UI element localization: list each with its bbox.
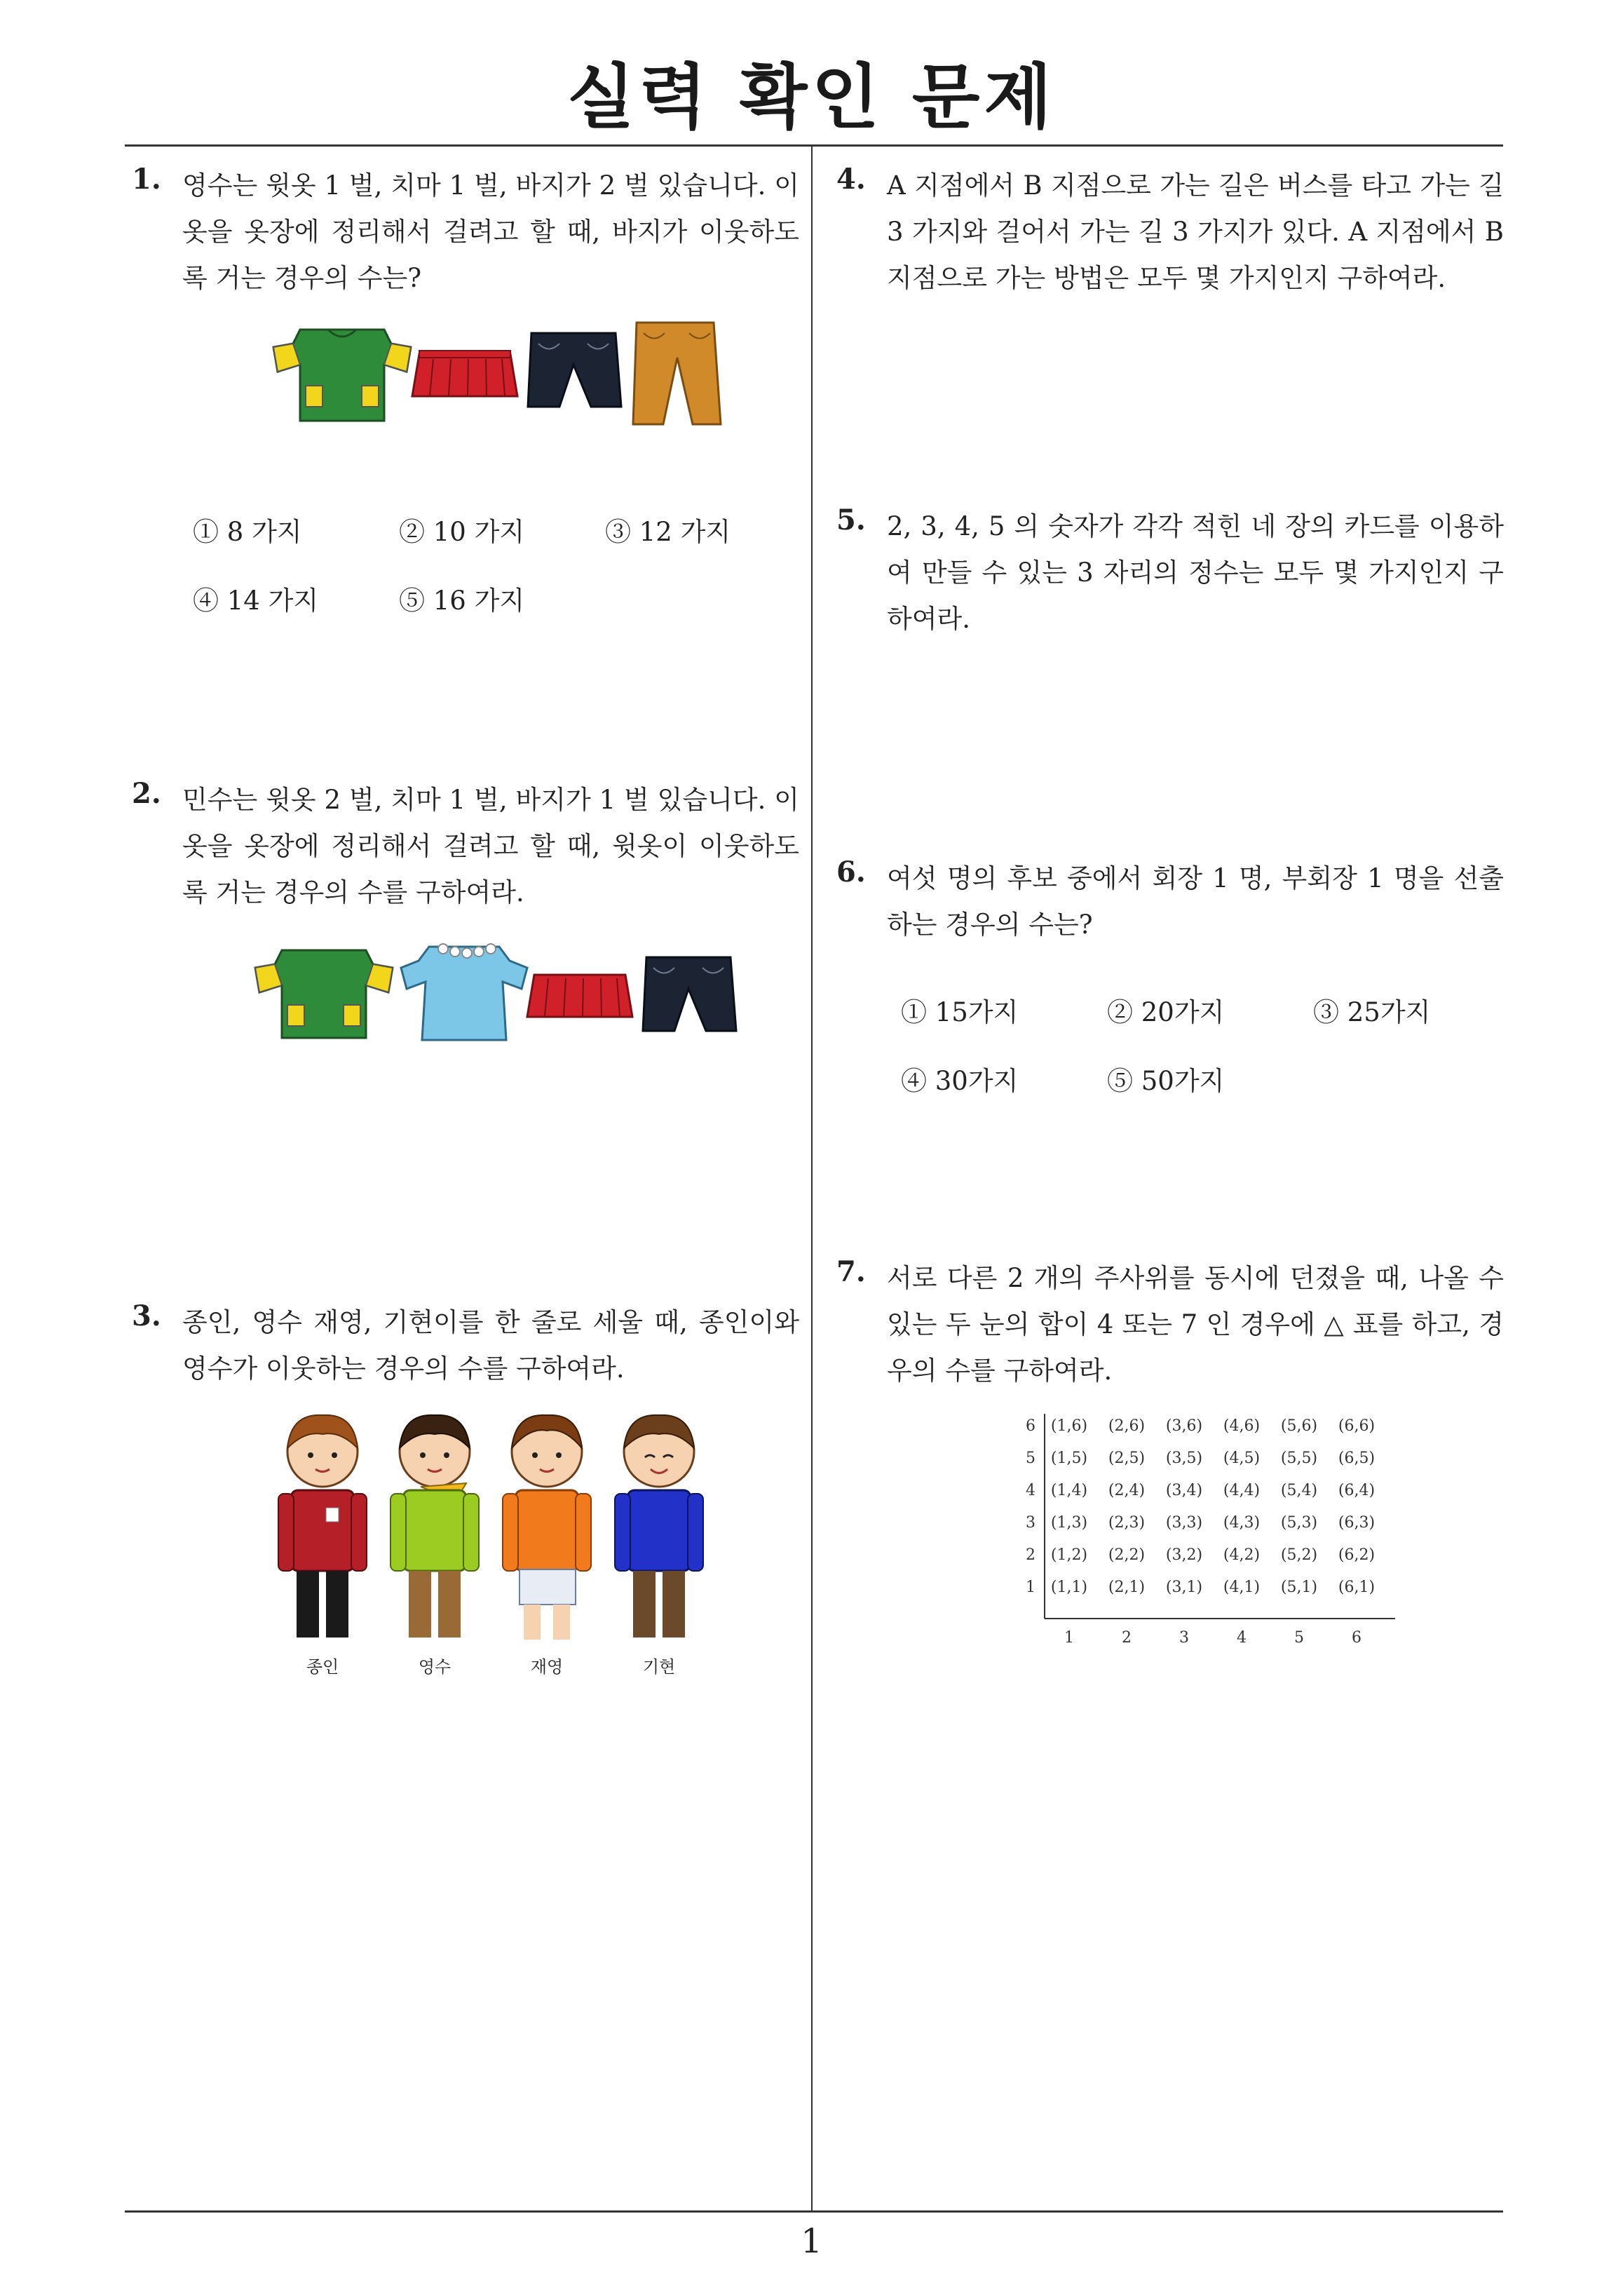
question-text: A 지점에서 B 지점으로 가는 길은 버스를 타고 가는 길 3 가지와 걸어서 가는 길 3 가지가 있다. A 지점에서 B 지점으로 가는 방법은 모두 몇 가지인지 구하여라. [887, 170, 1504, 293]
dice-outcome-cell[interactable]: (2,6) [1108, 1417, 1146, 1435]
dice-outcome-cell[interactable]: (1,2) [1050, 1546, 1088, 1564]
y-tick-label: 3 [1026, 1514, 1035, 1532]
option-3[interactable]: ③ 25가지 [1313, 997, 1431, 1027]
x-tick-label: 1 [1064, 1629, 1074, 1647]
question-text: 서로 다른 2 개의 주사위를 동시에 던졌을 때, 나올 수 있는 두 눈의 합이 4 또는 7 인 경우에 △ 표를 하고, 경우의 수를 구하여라. [887, 1263, 1504, 1386]
dice-outcome-cell[interactable]: (1,3) [1050, 1514, 1088, 1532]
dice-outcome-cell[interactable]: (5,4) [1280, 1482, 1318, 1499]
dice-outcome-cell[interactable]: (2,3) [1108, 1514, 1146, 1532]
option-5[interactable]: ⑤ 50가지 [1107, 1066, 1225, 1096]
clothes-figure-1 [272, 316, 735, 435]
option-3[interactable]: ③ 12 가지 [605, 517, 731, 547]
kids-figure [263, 1403, 726, 1690]
kid-illustration-3 [503, 1415, 591, 1640]
dice-outcome-cell[interactable]: (4,5) [1223, 1450, 1261, 1467]
dice-outcome-cell[interactable]: (5,3) [1280, 1514, 1318, 1532]
kid-illustration-2 [391, 1415, 479, 1637]
dice-outcome-cell[interactable]: (5,6) [1280, 1417, 1318, 1435]
kid-label-3: 재영 [530, 1657, 564, 1677]
red-skirt-illustration [412, 351, 517, 396]
x-tick-label: 3 [1179, 1629, 1189, 1647]
red-skirt-illustration [527, 975, 632, 1017]
kid-illustration-4 [615, 1415, 703, 1637]
dice-outcome-table [982, 1410, 1402, 1648]
option-2[interactable]: ② 10 가지 [399, 517, 525, 547]
dice-outcome-cell[interactable]: (3,2) [1165, 1546, 1203, 1564]
option-4[interactable]: ④ 30가지 [901, 1066, 1019, 1096]
question-number: 1. [132, 163, 161, 196]
dice-outcome-cell[interactable]: (2,4) [1108, 1482, 1146, 1499]
question-number: 3. [132, 1299, 161, 1332]
dice-outcome-cell[interactable]: (3,3) [1165, 1514, 1203, 1532]
dice-outcome-cell[interactable]: (2,5) [1108, 1450, 1146, 1467]
y-tick-label: 6 [1026, 1417, 1035, 1435]
dice-outcome-cell[interactable]: (6,4) [1338, 1482, 1376, 1499]
dice-outcome-cell[interactable]: (6,6) [1338, 1417, 1376, 1435]
dice-outcome-cell[interactable]: (4,4) [1223, 1482, 1261, 1499]
x-tick-label: 2 [1122, 1629, 1132, 1647]
page-title: 실력 확인 문제 [566, 56, 1057, 138]
dice-outcome-cell[interactable]: (6,3) [1338, 1514, 1376, 1532]
dice-outcome-cell[interactable]: (4,3) [1223, 1514, 1261, 1532]
question-1-options [193, 511, 796, 616]
y-tick-label: 4 [1026, 1482, 1035, 1499]
question-text: 여섯 명의 후보 중에서 회장 1 명, 부회장 1 명을 선출하는 경우의 수는? [887, 863, 1504, 940]
question-number: 5. [836, 504, 866, 536]
navy-pants-illustration [643, 957, 736, 1031]
question-number: 6. [836, 856, 866, 889]
top-rule [125, 144, 1503, 147]
question-text: 영수는 윗옷 1 벌, 치마 1 벌, 바지가 2 벌 있습니다. 이 옷을 옷장에 정리해서 걸려고 할 때, 바지가 이웃하도록 거는 경우의 수는? [182, 170, 799, 293]
option-1[interactable]: ① 15가지 [901, 997, 1019, 1027]
dice-outcome-cell[interactable]: (4,1) [1223, 1579, 1261, 1596]
clothes-figure-2 [254, 936, 745, 1048]
dice-outcome-cell[interactable]: (2,1) [1108, 1579, 1146, 1596]
dice-outcome-cell[interactable]: (6,2) [1338, 1546, 1376, 1564]
dice-outcome-cell[interactable]: (1,5) [1050, 1450, 1088, 1467]
x-tick-label: 4 [1237, 1629, 1247, 1647]
kid-label-4: 기현 [642, 1657, 676, 1677]
green-shirt-illustration [273, 330, 411, 421]
dice-outcome-cell[interactable]: (6,5) [1338, 1450, 1376, 1467]
kid-label-2: 영수 [418, 1657, 451, 1677]
question-text: 종인, 영수 재영, 기현이를 한 줄로 세울 때, 종인이와 영수가 이웃하는 경우의 수를 구하여라. [182, 1307, 799, 1384]
x-tick-label: 5 [1294, 1629, 1304, 1647]
y-tick-label: 5 [1026, 1450, 1035, 1467]
navy-pants-illustration [528, 333, 621, 407]
option-1[interactable]: ① 8 가지 [193, 517, 302, 547]
dice-outcome-cell[interactable]: (5,2) [1280, 1546, 1318, 1564]
option-5[interactable]: ⑤ 16 가지 [399, 586, 525, 616]
kid-illustration-1 [278, 1415, 367, 1637]
dice-outcome-cell[interactable]: (5,1) [1280, 1579, 1318, 1596]
dice-outcome-cell[interactable]: (3,6) [1165, 1417, 1203, 1435]
question-number: 4. [836, 163, 866, 196]
dice-outcome-cell[interactable]: (1,4) [1050, 1482, 1088, 1499]
bottom-rule [125, 2210, 1503, 2213]
dice-outcome-cell[interactable]: (4,6) [1223, 1417, 1261, 1435]
dice-outcome-cell[interactable]: (1,1) [1050, 1579, 1088, 1596]
question-number: 7. [836, 1255, 866, 1288]
column-divider [811, 144, 813, 2212]
dice-outcome-cell[interactable]: (5,5) [1280, 1450, 1318, 1467]
question-number: 2. [132, 777, 161, 810]
dice-outcome-cell[interactable]: (1,6) [1050, 1417, 1088, 1435]
dice-outcome-cell[interactable]: (3,1) [1165, 1579, 1203, 1596]
dice-outcome-cell[interactable]: (3,5) [1165, 1450, 1203, 1467]
y-tick-label: 2 [1026, 1546, 1035, 1564]
dice-outcome-cell[interactable]: (4,2) [1223, 1546, 1261, 1564]
kid-label-1: 종인 [306, 1657, 339, 1677]
option-4[interactable]: ④ 14 가지 [193, 586, 319, 616]
x-tick-label: 6 [1352, 1629, 1361, 1647]
blue-blouse-illustration [401, 944, 527, 1040]
question-text: 민수는 윗옷 2 벌, 치마 1 벌, 바지가 1 벌 있습니다. 이 옷을 옷장에 정리해서 걸려고 할 때, 윗옷이 이웃하도록 거는 경우의 수를 구하여라. [182, 785, 799, 907]
dice-outcome-cell[interactable]: (6,1) [1338, 1579, 1376, 1596]
orange-pants-illustration [633, 323, 721, 424]
question-6-options [901, 991, 1504, 1096]
dice-outcome-cell[interactable]: (2,2) [1108, 1546, 1146, 1564]
option-2[interactable]: ② 20가지 [1107, 997, 1225, 1027]
dice-outcome-cell[interactable]: (3,4) [1165, 1482, 1203, 1499]
page-number: 1 [801, 2222, 822, 2261]
question-text: 2, 3, 4, 5 의 숫자가 각각 적힌 네 장의 카드를 이용하여 만들 수 있는 3 자리의 정수는 모두 몇 가지인지 구하여라. [887, 511, 1504, 634]
green-shirt-illustration [255, 950, 393, 1038]
y-tick-label: 1 [1026, 1579, 1035, 1596]
